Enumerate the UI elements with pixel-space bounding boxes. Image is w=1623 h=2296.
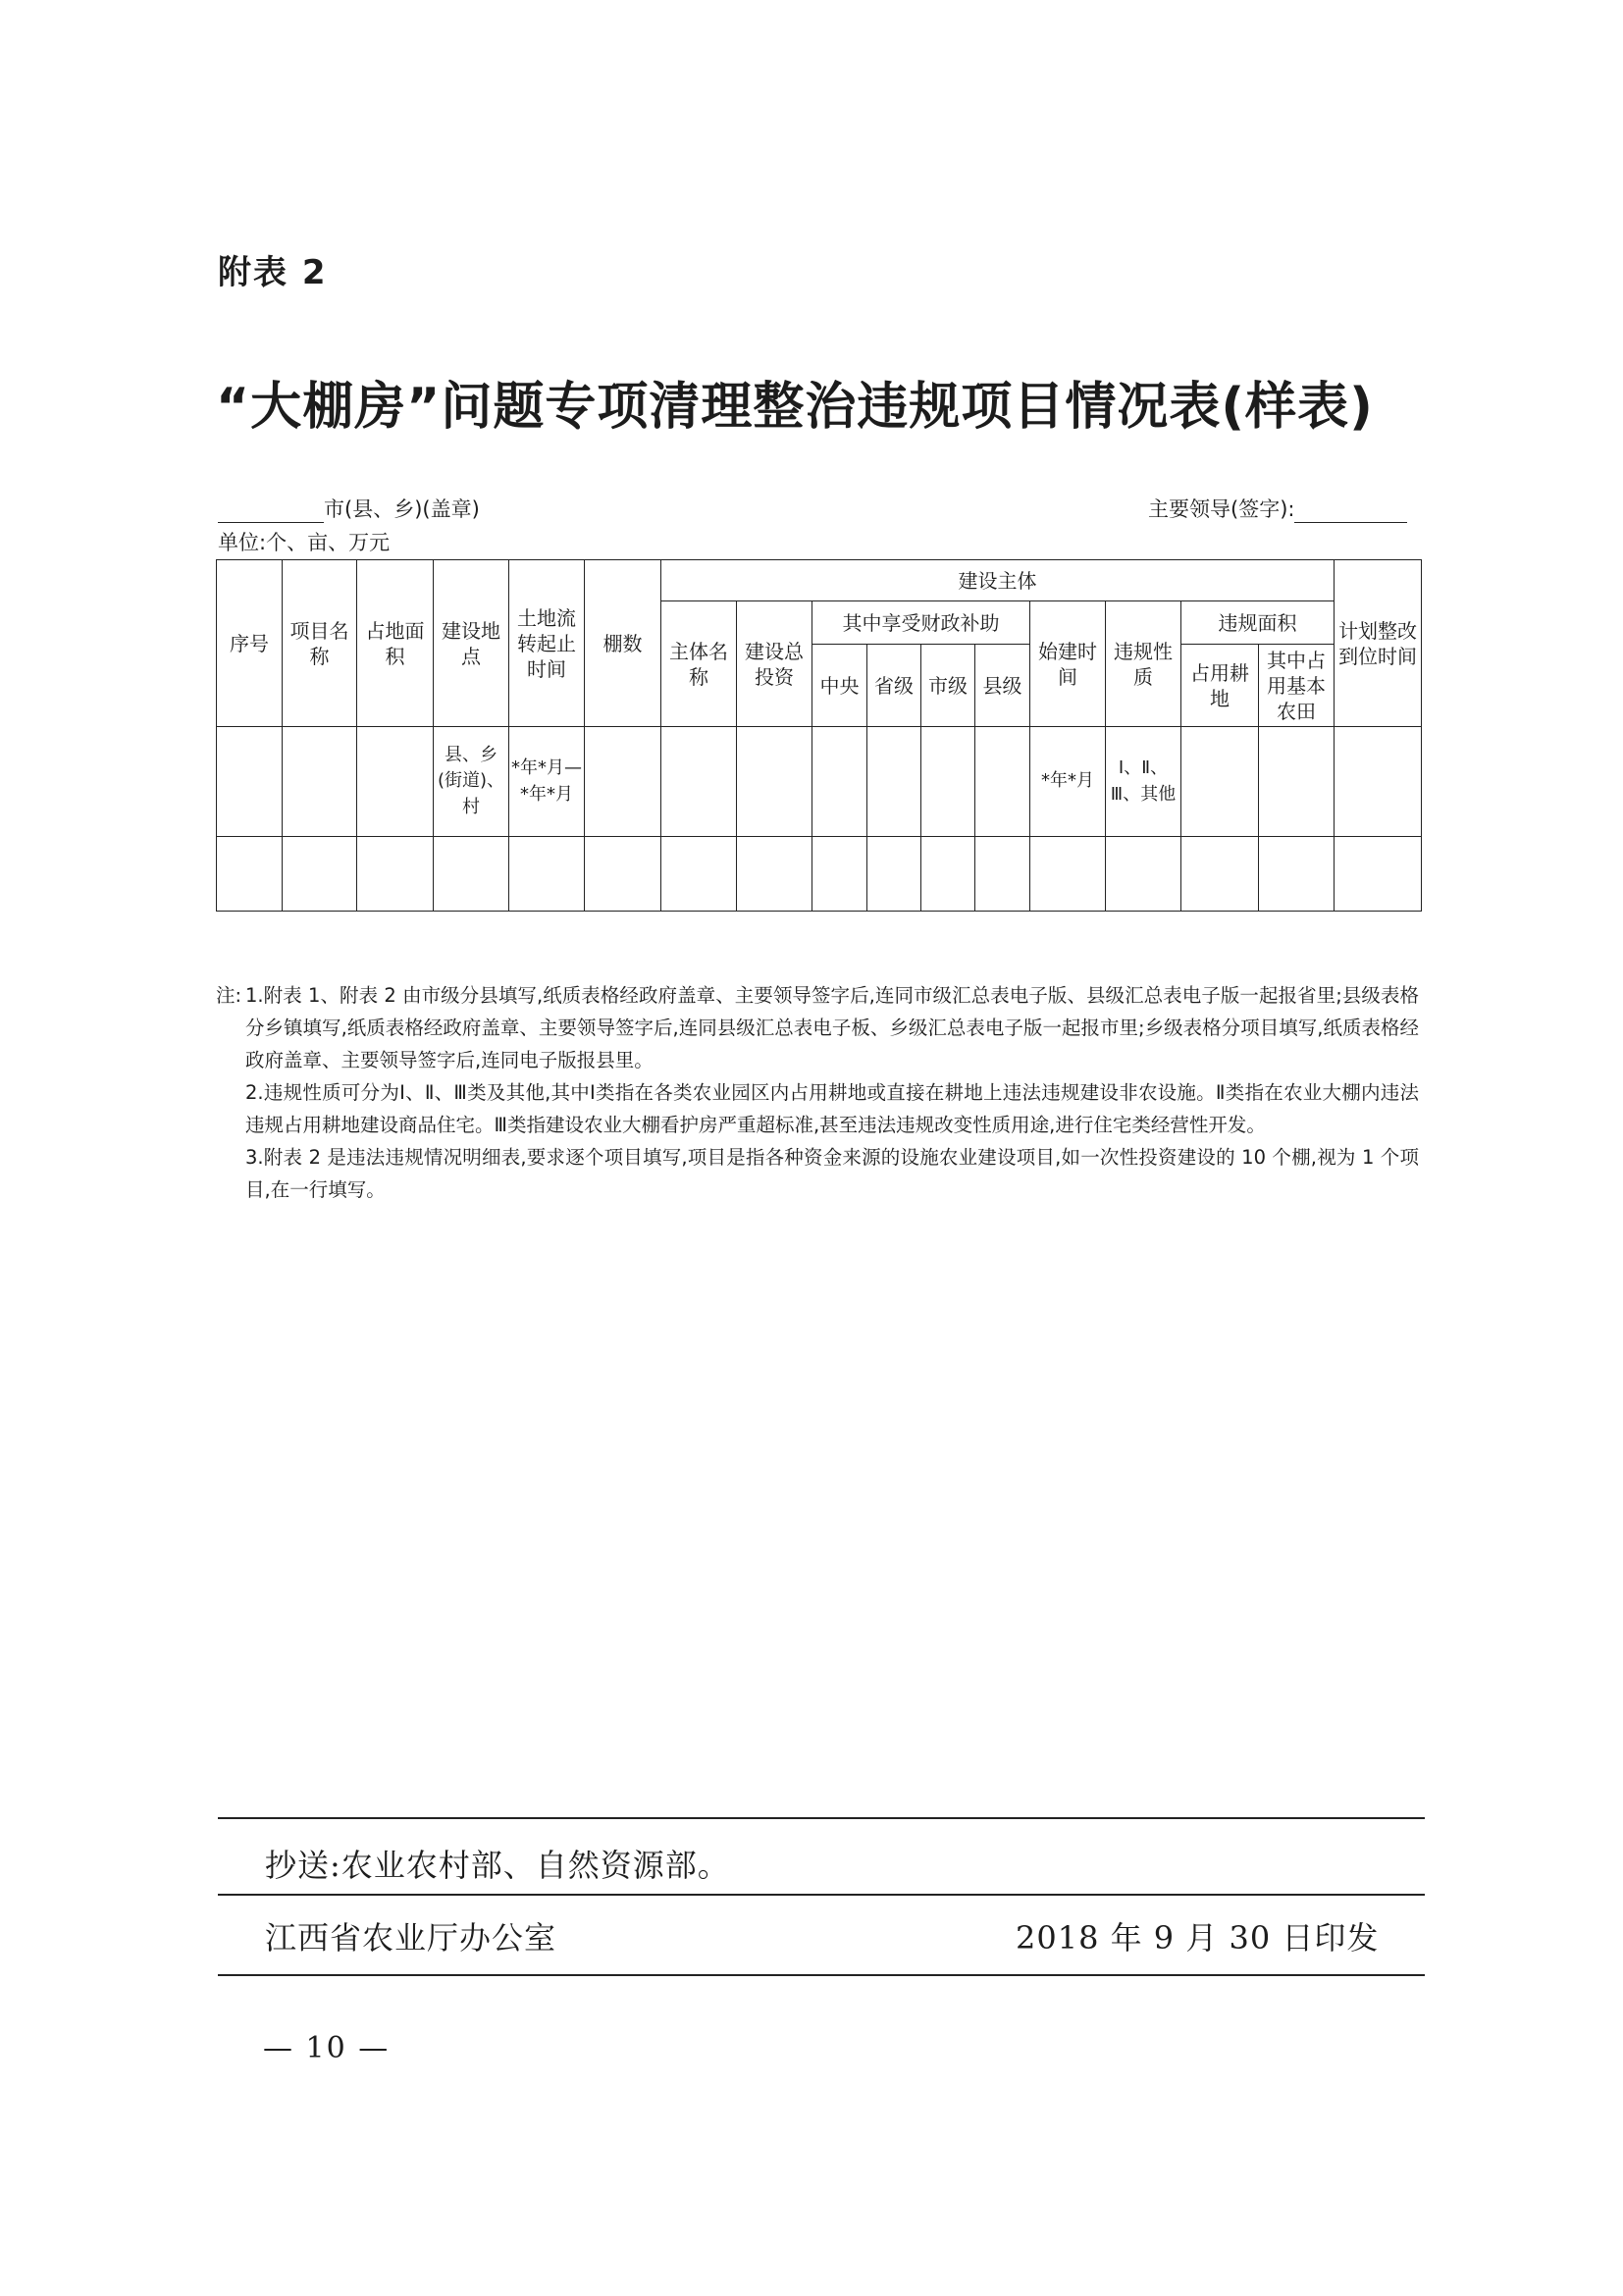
table-cell[interactable] xyxy=(737,727,812,837)
header-violation-nature: 违规性质 xyxy=(1106,601,1181,727)
note-item-1: 1.附表 1、附表 2 由市级分县填写,纸质表格经政府盖章、主要领导签字后,连同市级汇总表电子版、县级汇总表电子版一起报省里;县级表格分乡镇填写,纸质表格经政府盖章、主要领导签字后,连同县级汇总表电子板、乡级汇总表电子版一起报市里;乡级表格分项目填写,纸质表格经政府盖章、主要领导签字后,连同电子版报县里。 xyxy=(245,984,1419,1071)
header-city: 市级 xyxy=(921,645,975,727)
table-cell[interactable] xyxy=(217,837,283,912)
table-cell[interactable] xyxy=(812,727,867,837)
header-violation-area: 违规面积 xyxy=(1181,601,1335,645)
seal-label: 市(县、乡)(盖章) xyxy=(324,497,480,521)
city-name-blank[interactable] xyxy=(218,498,324,523)
table-cell[interactable] xyxy=(661,727,737,837)
note-item-2: 2.违规性质可分为Ⅰ、Ⅱ、Ⅲ类及其他,其中Ⅰ类指在各类农业园区内占用耕地或直接在耕地上违法违规建设非农设施。Ⅱ类指在农业大棚内违法违规占用耕地建设商品住宅。Ⅲ类指建设农业大棚看护房严重超标准,甚至违法违规改变性质用途,进行住宅类经营性开发。 xyxy=(245,1081,1419,1136)
header-total-investment: 建设总投资 xyxy=(737,601,812,727)
seal-line xyxy=(218,494,480,523)
signature-blank[interactable] xyxy=(1294,498,1407,523)
header-project-name: 项目名称 xyxy=(283,560,357,727)
header-county: 县级 xyxy=(975,645,1030,727)
example-location: 县、乡(街道)、村 xyxy=(434,727,509,837)
header-start-time: 始建时间 xyxy=(1030,601,1106,727)
example-violation-nature: Ⅰ、Ⅱ、Ⅲ、其他 xyxy=(1106,727,1181,837)
table-cell[interactable] xyxy=(867,837,921,912)
appendix-label: 附表 2 xyxy=(218,253,328,292)
table-cell[interactable] xyxy=(217,727,283,837)
header-rectification-time: 计划整改到位时间 xyxy=(1335,560,1422,727)
header-subsidy-group: 其中享受财政补助 xyxy=(812,601,1030,645)
issue-date: 2018 年 9 月 30 日印发 xyxy=(1016,1919,1380,1957)
cc-recipients: 抄送:农业农村部、自然资源部。 xyxy=(265,1847,730,1884)
signature-line xyxy=(1148,494,1407,523)
header-land-area: 占地面积 xyxy=(357,560,434,727)
table-cell[interactable] xyxy=(1030,837,1106,912)
header-central: 中央 xyxy=(812,645,867,727)
note-item-3: 3.附表 2 是违法违规情况明细表,要求逐个项目填写,项目是指各种资金来源的设施农业建设项目,如一次性投资建设的 10 个棚,视为 1 个项目,在一行填写。 xyxy=(245,1146,1419,1201)
table-row xyxy=(217,727,1422,837)
table-cell[interactable] xyxy=(509,837,585,912)
table-row xyxy=(217,837,1422,912)
footer-divider xyxy=(218,1817,1425,1819)
table-cell[interactable] xyxy=(975,727,1030,837)
table-cell[interactable] xyxy=(975,837,1030,912)
header-construction-entity: 建设主体 xyxy=(661,560,1335,601)
table-cell[interactable] xyxy=(283,837,357,912)
table-cell[interactable] xyxy=(921,837,975,912)
header-location: 建设地点 xyxy=(434,560,509,727)
table-cell[interactable] xyxy=(661,837,737,912)
table-cell[interactable] xyxy=(1259,727,1335,837)
header-basic-farmland: 其中占用基本农田 xyxy=(1259,645,1335,727)
header-seq: 序号 xyxy=(217,560,283,727)
header-entity-name: 主体名称 xyxy=(661,601,737,727)
table-cell[interactable] xyxy=(921,727,975,837)
notes xyxy=(245,979,1419,1206)
table-cell[interactable] xyxy=(585,837,661,912)
table-cell[interactable] xyxy=(357,727,434,837)
table-cell[interactable] xyxy=(1106,837,1181,912)
table-cell[interactable] xyxy=(867,727,921,837)
table-cell[interactable] xyxy=(283,727,357,837)
header-occupied-farmland: 占用耕地 xyxy=(1181,645,1259,727)
table-cell[interactable] xyxy=(812,837,867,912)
footer-divider xyxy=(218,1974,1425,1976)
table-cell[interactable] xyxy=(585,727,661,837)
table-cell[interactable] xyxy=(357,837,434,912)
signature-label: 主要领导(签字): xyxy=(1148,497,1295,521)
document-title: “大棚房”问题专项清理整治违规项目情况表(样表) xyxy=(216,378,1374,437)
header-transfer-time: 土地流转起止时间 xyxy=(509,560,585,727)
table-cell[interactable] xyxy=(1181,837,1259,912)
header-shed-count: 棚数 xyxy=(585,560,661,727)
example-start-time: *年*月 xyxy=(1030,727,1106,837)
example-transfer-time: *年*月—*年*月 xyxy=(509,727,585,837)
page-number: — 10 — xyxy=(263,2031,391,2065)
table-cell[interactable] xyxy=(1181,727,1259,837)
issuing-office: 江西省农业厅办公室 xyxy=(265,1919,557,1957)
unit-label: 单位:个、亩、万元 xyxy=(218,531,391,554)
table-cell[interactable] xyxy=(737,837,812,912)
table-cell[interactable] xyxy=(434,837,509,912)
notes-prefix: 注: xyxy=(216,984,242,1007)
footer-divider xyxy=(218,1894,1425,1896)
table-cell[interactable] xyxy=(1335,727,1422,837)
table-cell[interactable] xyxy=(1259,837,1335,912)
table-cell[interactable] xyxy=(1335,837,1422,912)
violation-projects-table xyxy=(216,559,1422,912)
header-provincial: 省级 xyxy=(867,645,921,727)
